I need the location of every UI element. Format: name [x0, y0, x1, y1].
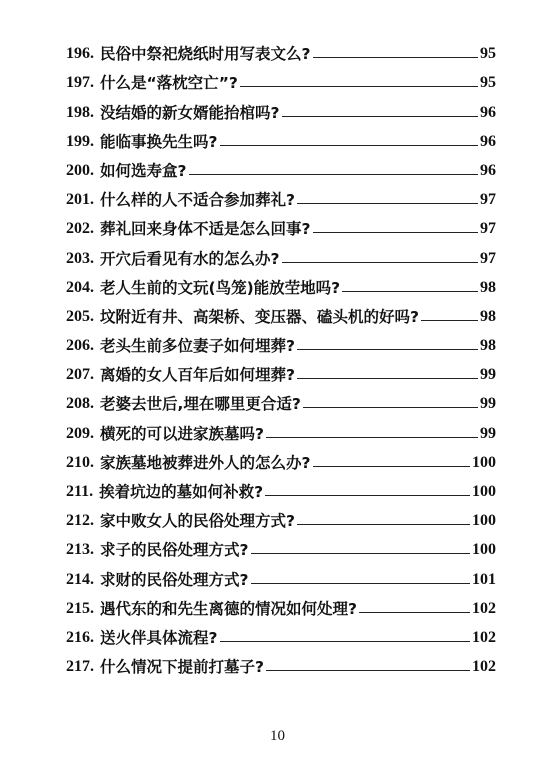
- toc-entry-number: 208.: [66, 395, 94, 413]
- toc-entry-number: 196.: [66, 45, 94, 63]
- toc-entry-title: 没结婚的新女婿能抬棺吗?: [100, 103, 280, 122]
- toc-entry-title: 老头生前多位妻子如何埋葬?: [100, 337, 295, 356]
- toc-entry-page: 96: [480, 132, 496, 150]
- toc-leader-line: [282, 262, 479, 263]
- toc-entry-title: 求财的民俗处理方式?: [100, 570, 249, 589]
- toc-entry-number: 214.: [66, 570, 94, 588]
- toc-entry-title: 求子的民俗处理方式?: [100, 541, 249, 560]
- toc-entry: [66, 63, 496, 92]
- toc-leader-line: [265, 495, 470, 496]
- toc-entry-page: 100: [472, 512, 496, 530]
- toc-entry-page: 101: [472, 570, 496, 588]
- toc-entry-title: 什么情况下提前打墓子?: [100, 658, 264, 677]
- toc-entry: [66, 355, 496, 384]
- toc-entry-page: 97: [480, 220, 496, 238]
- toc-entry-title: 能临事换先生吗?: [100, 132, 218, 151]
- toc-entry-number: 198.: [66, 103, 94, 121]
- toc-leader-line: [359, 612, 470, 613]
- toc-entry-page: 102: [472, 599, 496, 617]
- toc-entry-number: 210.: [66, 453, 94, 471]
- toc-entry: [66, 530, 496, 559]
- toc-entry-page: 98: [480, 307, 496, 325]
- toc-entry: [66, 589, 496, 618]
- toc-entry: [66, 180, 496, 209]
- toc-leader-line: [297, 349, 478, 350]
- toc-leader-line: [220, 145, 479, 146]
- toc-entry-number: 206.: [66, 337, 94, 355]
- toc-entry: [66, 326, 496, 355]
- toc-entry-page: 100: [472, 483, 496, 500]
- toc-leader-line: [240, 86, 478, 87]
- toc-entry: [66, 472, 496, 501]
- toc-entry: [66, 238, 496, 267]
- toc-entry-title: 老人生前的文玩(鸟笼)能放茔地吗?: [100, 278, 341, 297]
- toc-entry: [66, 268, 496, 297]
- toc-entry-title: 葬礼回来身体不适是怎么回事?: [100, 220, 311, 239]
- toc-entry: [66, 413, 496, 442]
- toc-leader-line: [251, 553, 471, 554]
- toc-entry-number: 213.: [66, 541, 94, 559]
- toc-entry-number: 216.: [66, 628, 94, 646]
- toc-entry: [66, 92, 496, 121]
- toc-leader-line: [313, 232, 479, 233]
- toc-leader-line: [342, 291, 478, 292]
- toc-entry-title: 家中败女人的民俗处理方式?: [100, 512, 295, 531]
- table-of-contents: [66, 34, 496, 676]
- toc-entry-title: 民俗中祭祀烧纸时用写表文么?: [100, 45, 311, 64]
- toc-entry-page: 100: [472, 541, 496, 559]
- toc-leader-line: [220, 641, 471, 642]
- toc-entry: [66, 34, 496, 63]
- toc-entry: [66, 209, 496, 238]
- toc-entry-title: 什么是“落枕空亡”?: [100, 74, 238, 93]
- toc-entry-title: 开穴后看见有水的怎么办?: [100, 249, 280, 268]
- toc-leader-line: [297, 203, 478, 204]
- toc-entry: [66, 151, 496, 180]
- toc-entry-page: 97: [480, 191, 496, 209]
- toc-entry-page: 99: [480, 424, 496, 442]
- toc-entry-page: 95: [480, 45, 496, 63]
- toc-entry-page: 100: [472, 453, 496, 471]
- toc-leader-line: [313, 57, 479, 58]
- toc-entry-number: 215.: [66, 599, 94, 617]
- toc-entry-number: 211.: [66, 483, 94, 500]
- toc-entry-page: 102: [472, 658, 496, 676]
- toc-entry-title: 如何选寿盒?: [100, 161, 187, 180]
- toc-entry-page: 98: [480, 278, 496, 296]
- toc-entry-page: 96: [480, 103, 496, 121]
- toc-entry: [66, 647, 496, 676]
- toc-entry-title: 遇代东的和先生离德的情况如何处理?: [100, 599, 357, 618]
- toc-entry: [66, 122, 496, 151]
- toc-entry-title: 坟附近有井、高架桥、变压器、磕头机的好吗?: [100, 307, 419, 326]
- toc-leader-line: [303, 407, 478, 408]
- toc-entry-number: 207.: [66, 366, 94, 384]
- toc-entry-number: 217.: [66, 658, 94, 676]
- toc-leader-line: [189, 174, 479, 175]
- toc-entry-title: 横死的可以进家族墓吗?: [100, 424, 264, 443]
- toc-entry-page: 99: [480, 366, 496, 384]
- toc-leader-line: [421, 320, 478, 321]
- toc-leader-line: [266, 437, 478, 438]
- toc-entry-number: 205.: [66, 307, 94, 325]
- toc-entry: [66, 501, 496, 530]
- toc-entry-title: 离婚的女人百年后如何埋葬?: [100, 366, 295, 385]
- toc-entry-title: 老婆去世后,埋在哪里更合适?: [100, 395, 301, 414]
- toc-leader-line: [266, 670, 470, 671]
- toc-entry-number: 203.: [66, 249, 94, 267]
- page-number: 10: [270, 728, 285, 744]
- toc-leader-line: [297, 524, 470, 525]
- toc-entry-number: 202.: [66, 220, 94, 238]
- toc-entry: [66, 618, 496, 647]
- toc-entry-number: 200.: [66, 161, 94, 179]
- toc-entry: [66, 559, 496, 588]
- toc-entry-number: 212.: [66, 512, 94, 530]
- toc-entry-number: 204.: [66, 278, 94, 296]
- toc-entry-page: 102: [472, 628, 496, 646]
- toc-entry-page: 95: [480, 74, 496, 92]
- toc-entry-number: 209.: [66, 424, 94, 442]
- toc-entry-page: 98: [480, 337, 496, 355]
- toc-leader-line: [297, 378, 478, 379]
- toc-entry-page: 97: [480, 249, 496, 267]
- toc-entry: [66, 384, 496, 413]
- toc-entry: [66, 297, 496, 326]
- toc-entry: [66, 443, 496, 472]
- toc-entry-title: 挨着坑边的墓如何补救?: [99, 483, 264, 501]
- toc-entry-title: 什么样的人不适合参加葬礼?: [100, 191, 295, 210]
- toc-entry-title: 家族墓地被葬进外人的怎么办?: [100, 453, 311, 472]
- toc-leader-line: [251, 583, 471, 584]
- toc-entry-number: 201.: [66, 191, 94, 209]
- toc-leader-line: [282, 116, 479, 117]
- toc-entry-page: 99: [480, 395, 496, 413]
- toc-leader-line: [313, 466, 471, 467]
- toc-entry-page: 96: [480, 161, 496, 179]
- toc-entry-number: 197.: [66, 74, 94, 92]
- toc-entry-title: 送火伴具体流程?: [100, 628, 218, 647]
- toc-entry-number: 199.: [66, 132, 94, 150]
